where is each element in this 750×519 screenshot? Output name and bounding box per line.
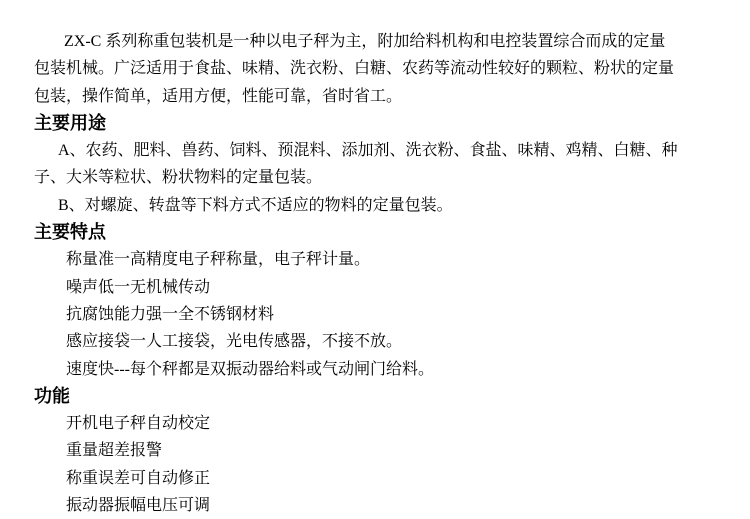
use-item-a: A、农药、肥料、兽药、饲料、预混料、添加剂、洗衣粉、食盐、味精、鸡精、白糖、种子、大米等粒状、粉状物料的定量包装。 [34, 142, 678, 187]
feature-item-corrosion-resistance: 抗腐蚀能力强一全不锈钢材料 [66, 305, 275, 323]
feature-item-high-speed: 速度快---每个秤都是双振动器给料或气动闸门给料。 [66, 360, 434, 378]
section-heading-main-uses: 主要用途 [34, 112, 106, 133]
feature-item-accurate-weighing: 称量准一高精度电子秤称量，电子秤计量。 [66, 251, 371, 269]
feature-item-low-noise: 噪声低一无机械传动 [66, 278, 211, 296]
section-heading-main-features: 主要特点 [34, 222, 106, 243]
function-item-overweight-alarm: 重量超差报警 [66, 442, 163, 460]
function-item-error-correction: 称重误差可自动修正 [66, 469, 211, 487]
intro-paragraph: ZX-C 系列称重包装机是一种以电子秤为主，附加给料机构和电控装置综合而成的定量包装机械。广泛适用于食盐、味精、洗衣粉、白糖、农药等流动性较好的颗粒、粉状的定量包装，操作简单，适用方便，性能可靠，省时省工。 [34, 33, 675, 105]
function-item-auto-calibration: 开机电子秤自动校定 [66, 415, 211, 433]
feature-item-bag-sensing: 感应接袋一人工接袋，光电传感器，不接不放。 [66, 333, 403, 351]
use-item-b: B、对螺旋、转盘等下料方式不适应的物料的定量包装。 [58, 196, 453, 214]
section-heading-functions: 功能 [34, 385, 70, 406]
function-item-adjustable-voltage: 振动器振幅电压可调 [66, 497, 211, 515]
